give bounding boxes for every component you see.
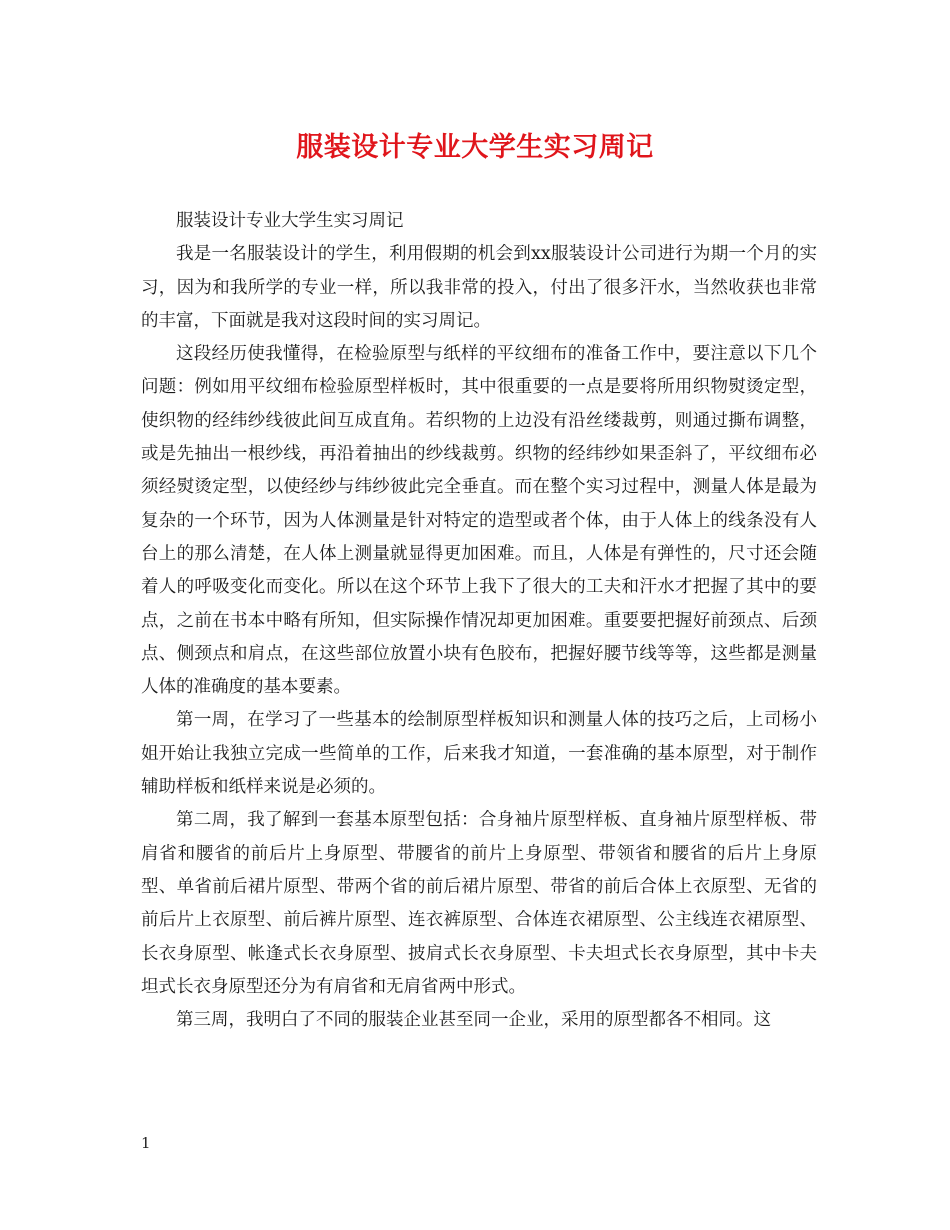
paragraph-week-two: 第二周，我了解到一套基本原型包括：合身袖片原型样板、直身袖片原型样板、带肩省和腰省的前后片上身原型、带腰省的前片上身原型、带领省和腰省的后片上身原型、单省前后裙片原型、带两个省的前后裙片原型、带省的前后合体上衣原型、无省的前后片上衣原型、前后裤片原型、连衣裤原型、合体连衣裙原型、公主线连衣裙原型、长衣身原型、帐逢式长衣身原型、披肩式长衣身原型、卡夫坦式长衣身原型，其中卡夫坦式长衣身原型还分为有肩省和无肩省两中形式。 (141, 810, 817, 997)
page-number: 1 (141, 1134, 151, 1152)
paragraph-intro: 我是一名服装设计的学生，利用假期的机会到xx服装设计公司进行为期一个月的实习，因为和我所学的专业一样，所以我非常的投入，付出了很多汗水，当然收获也非常的丰富，下面就是我对这段时间的实习周记。 (141, 244, 817, 331)
document-title: 服装设计专业大学生实习周记 (296, 132, 654, 163)
paragraph-week-three: 第三周，我明白了不同的服装企业甚至同一企业，采用的原型都各不相同。这 (176, 1010, 771, 1031)
paragraph-subtitle: 服装设计专业大学生实习周记 (176, 211, 404, 231)
paragraph-week-one: 第一周，在学习了一些基本的绘制原型样板知识和测量人体的技巧之后，上司杨小姐开始让我独立完成一些简单的工作，后来我才知道，一套准确的基本原型，对于制作辅助样板和纸样来说是必须的。 (141, 710, 817, 798)
paragraph-experience: 这段经历使我懂得，在检验原型与纸样的平纹细布的准备工作中，要注意以下几个问题：例如用平纹细布检验原型样板时，其中很重要的一点是要将所用织物熨烫定型，使织物的经纬纱线彼此间互成直角。若织物的上边没有沿丝缕裁剪，则通过撕布调整，或是先抽出一根纱线，再沿着抽出的纱线裁剪。织物的经纬纱如果歪斜了，平纹细布必须经熨烫定型，以使经纱与纬纱彼此完全垂直。而在整个实习过程中，测量人体是最为复杂的一个环节，因为人体测量是针对特定的造型或者个体，由于人体上的线条没有人台上的那么清楚，在人体上测量就显得更加困难。而且，人体是有弹性的，尺寸还会随着人的呼吸变化而变化。所以在这个环节上我下了很大的工夫和汗水才把握了其中的要点，之前在书本中略有所知，但实际操作情况却更加困难。重要要把握好前颈点、后颈点、侧颈点和肩点，在这些部位放置小块有色胶布，把握好腰节线等等，这些都是测量人体的准确度的基本要素。 (141, 344, 817, 698)
document-body (141, 205, 817, 1037)
